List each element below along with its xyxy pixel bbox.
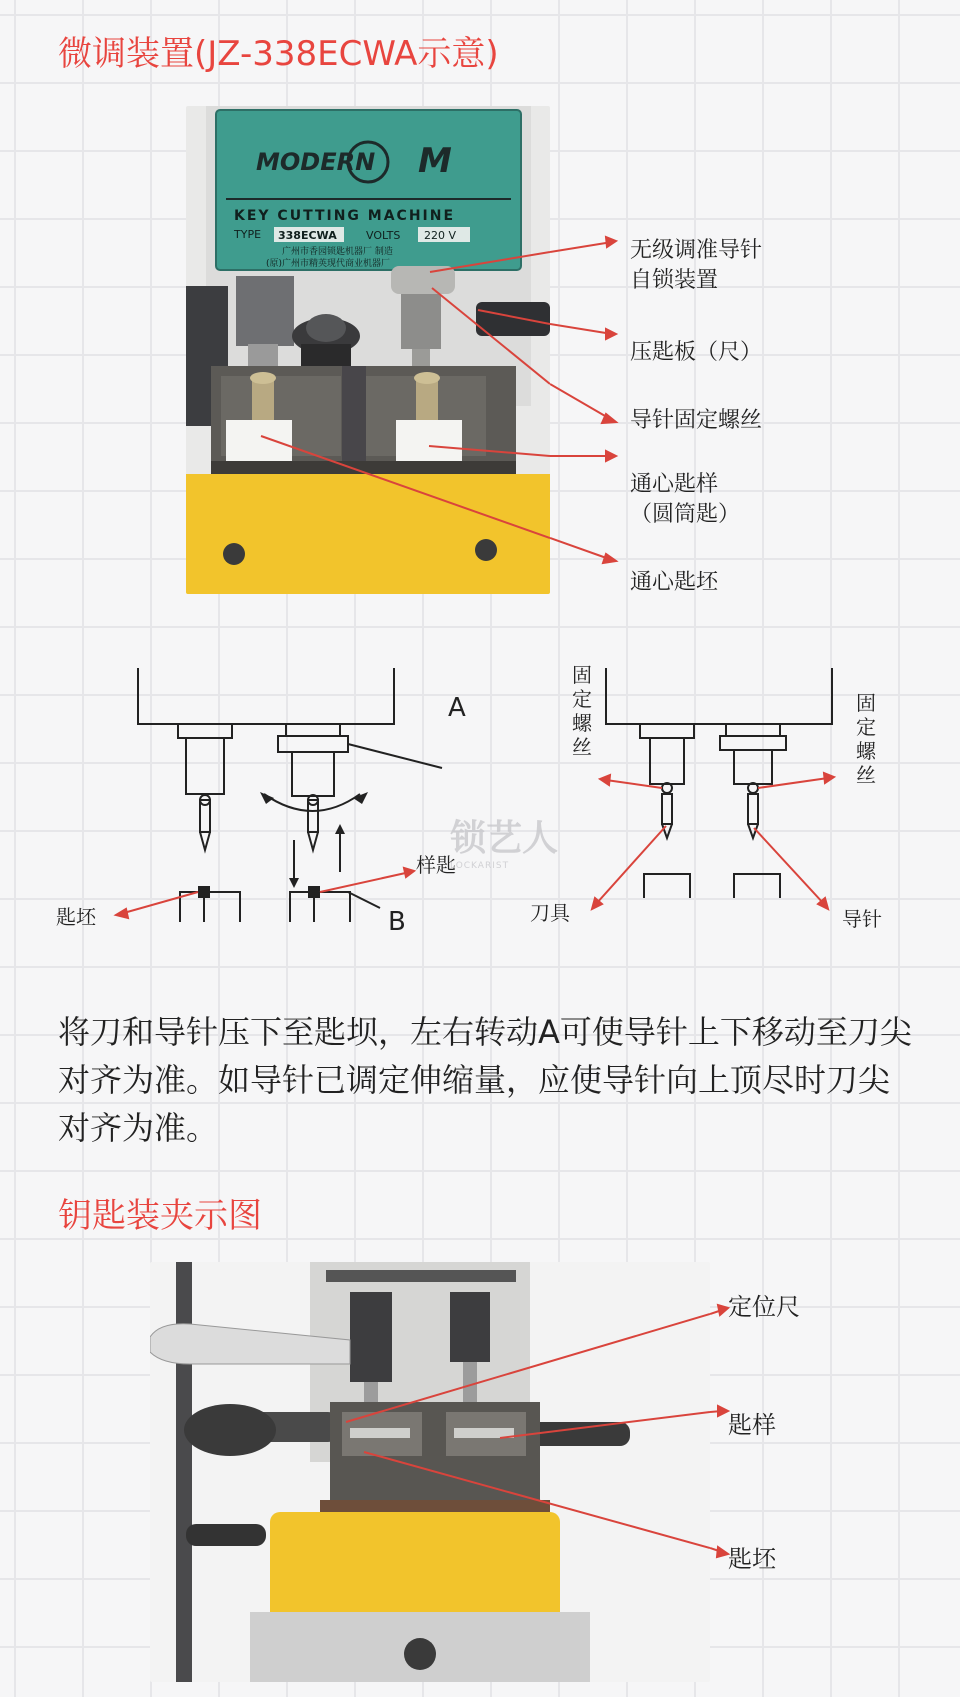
- instruction-paragraph: 将刀和导针压下至匙坝，左右转动A可使导针上下移动至刀尖对齐为准。如导针已调定伸缩量，应使导针向上顶尽时刀尖对齐为准。: [58, 1013, 912, 1147]
- section-title-key-clamping: 钥匙装夹示图: [58, 1196, 262, 1236]
- nameplate-volts-value: 220 V: [424, 229, 457, 242]
- diagram-label-a: A: [448, 693, 466, 723]
- diagram-label-screw-right: 固定螺丝: [856, 691, 876, 787]
- diagram-label-blank: 匙坯: [56, 905, 96, 929]
- watermark-logo: 锁艺人 LOCKARIST: [450, 818, 559, 871]
- machine-photo-fine-tuning: [186, 106, 550, 594]
- callout-tubular-sample-line1: 通心匙样: [630, 472, 719, 497]
- diagram-label-guide: 导针: [842, 907, 882, 931]
- nameplate-type-label: TYPE: [234, 228, 262, 241]
- callout-positioning-ruler: 定位尺: [728, 1293, 800, 1321]
- callout-key-blank: 匙坯: [728, 1545, 776, 1573]
- callout-guide-lock-line2: 自锁装置: [630, 268, 719, 293]
- nameplate-brand: MODERN: [256, 148, 376, 176]
- machine-photo-key-clamping: [150, 1262, 710, 1682]
- callout-leaders-2: [710, 1296, 730, 1576]
- section-title-fine-tuning: 微调装置(JZ-338ECWA示意): [58, 34, 499, 74]
- diagram-label-cutter: 刀具: [530, 901, 570, 925]
- adjustment-diagram: [50, 660, 910, 950]
- callout-guide-lock: [630, 236, 762, 296]
- callout-key-press-plate: 压匙板（尺）: [630, 340, 763, 365]
- diagram-label-screw-left: 固定螺丝: [572, 663, 592, 759]
- nameplate: [216, 110, 521, 270]
- nameplate-maker-line1: 广州市香园锁匙机器厂 制造: [282, 247, 393, 257]
- callout-key-sample: 匙样: [728, 1411, 776, 1439]
- callout-tubular-sample-line2: （圆筒匙）: [630, 502, 741, 527]
- callout-guide-fix-screw: 导针固定螺丝: [630, 408, 763, 433]
- callout-tubular-key-sample: [630, 470, 740, 530]
- nameplate-machine: KEY CUTTING MACHINE: [234, 208, 456, 224]
- nameplate-maker-line2: (原)广州市精英现代商业机器厂: [266, 259, 391, 269]
- callout-tubular-key-blank: 通心匙坯: [630, 570, 719, 595]
- nameplate-volts-label: VOLTS: [366, 229, 401, 242]
- nameplate-type-value: 338ECWA: [278, 229, 337, 242]
- callout-leaders-1: [550, 230, 630, 610]
- callout-guide-lock-line1: 无级调准导针: [630, 238, 763, 263]
- diagram-label-b: B: [388, 907, 406, 937]
- diagram-label-sample: 样匙: [416, 853, 456, 877]
- svg-text:M: M: [418, 141, 452, 181]
